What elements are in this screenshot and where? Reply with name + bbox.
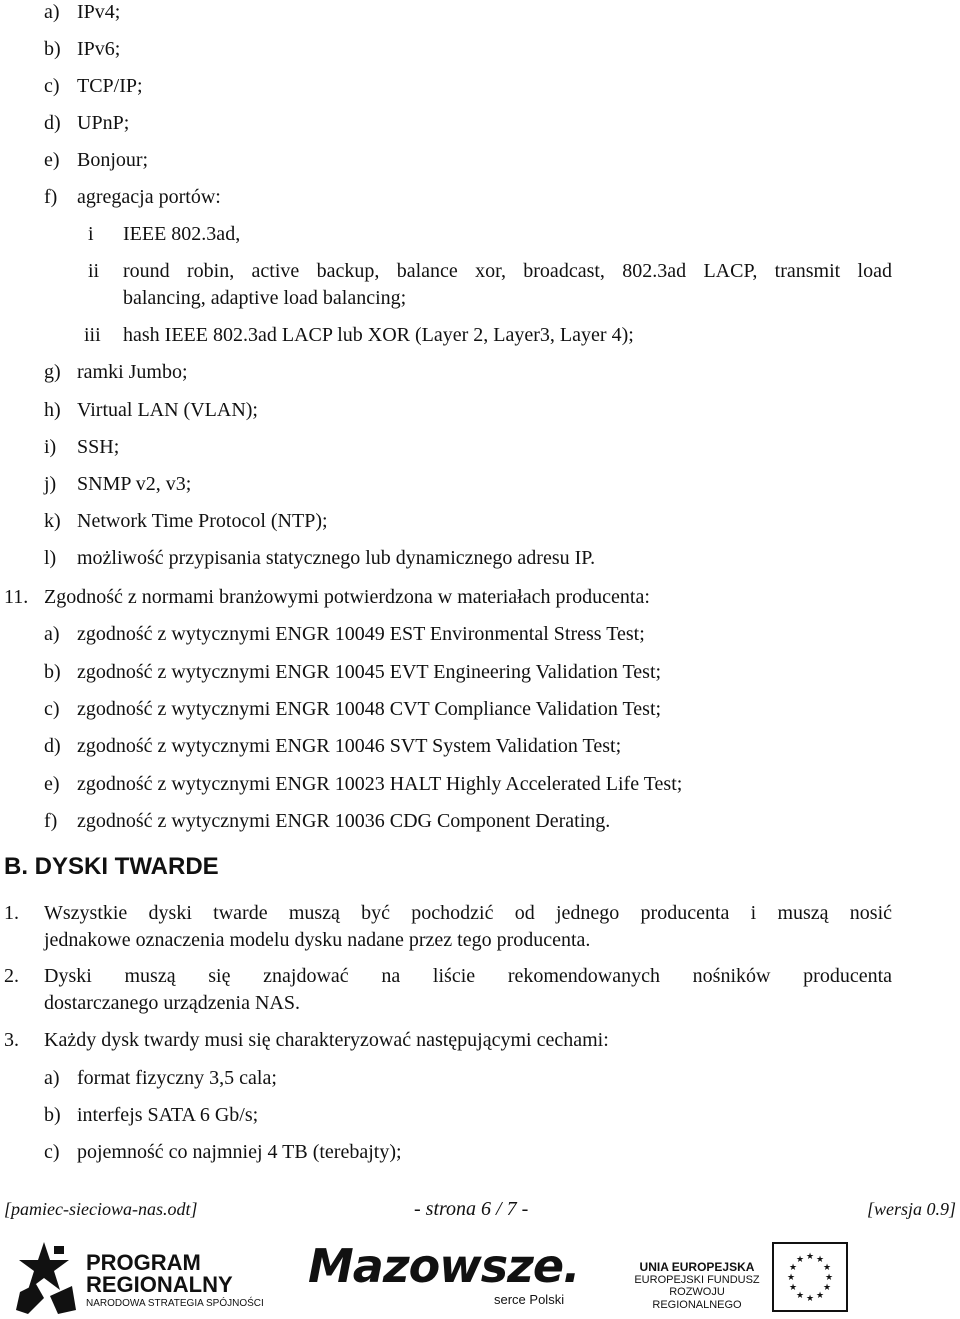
list-text: zgodność z wytycznymi ENGR 10048 CVT Compliance Validation Test;	[77, 698, 662, 720]
list-text: zgodność z wytycznymi ENGR 10049 EST Environmental Stress Test;	[77, 623, 645, 645]
item-text: Dyski muszą się znajdować na liście rekomendowanych nośników producenta	[44, 965, 892, 987]
svg-text:★: ★	[805, 1252, 815, 1262]
list-text: Network Time Protocol (NTP);	[77, 510, 328, 532]
logos-strip	[0, 1232, 960, 1319]
item-number: 11.	[4, 586, 29, 608]
item-number: 2.	[4, 965, 19, 987]
program-line3: NARODOWA STRATEGIA SPÓJNOŚCI	[86, 1298, 264, 1309]
footer-version: [wersja 0.9]	[866, 1199, 956, 1219]
footer-page-number: - strona 6 / 7 -	[414, 1198, 529, 1220]
list-text: pojemność co najmniej 4 TB (terebajty);	[77, 1141, 402, 1163]
list-text: zgodność z wytycznymi ENGR 10023 HALT Highly Accelerated Life Test;	[77, 773, 683, 795]
svg-text:★: ★	[788, 1283, 798, 1293]
list-text: SNMP v2, v3;	[77, 473, 192, 495]
sublist-text: balancing, adaptive load balancing;	[123, 287, 407, 309]
list-text: możliwość przypisania statycznego lub dynamicznego adresu IP.	[77, 547, 596, 569]
list-label: c)	[44, 698, 60, 720]
footer-filename: [pamiec-sieciowa-nas.odt]	[4, 1199, 198, 1219]
program-line1: PROGRAM	[86, 1250, 201, 1275]
list-label: b)	[44, 38, 61, 60]
list-label: a)	[44, 1067, 60, 1089]
eu-line3: ROZWOJU REGIONALNEGO	[652, 1286, 742, 1311]
program-line2: REGIONALNY	[86, 1272, 233, 1297]
item-text: Każdy dysk twardy musi się charakteryzować następującymi cechami:	[44, 1029, 609, 1051]
list-label: f)	[44, 810, 58, 832]
item-text: Wszystkie dyski twarde muszą być pochodzić od jednego producenta i muszą nosić	[44, 902, 892, 924]
sublist-label: iii	[84, 324, 101, 346]
list-label: e)	[44, 773, 60, 795]
program-regionalny-emblem-icon	[14, 1240, 78, 1316]
list-label: a)	[44, 623, 60, 645]
sublist-text: IEEE 802.3ad,	[123, 223, 241, 245]
list-label: i)	[44, 436, 57, 458]
sublist-label: i	[88, 223, 94, 245]
list-text: agregacja portów:	[77, 186, 221, 208]
mazowsze-tagline: serce Polski	[494, 1292, 565, 1307]
list-label: d)	[44, 112, 61, 134]
item-number: 1.	[4, 902, 19, 924]
list-text: Virtual LAN (VLAN);	[77, 399, 258, 421]
svg-text:★: ★	[805, 1294, 815, 1304]
section-heading: B. DYSKI TWARDE	[4, 853, 219, 880]
list-text: IPv6;	[77, 38, 121, 60]
svg-text:★: ★	[795, 1255, 805, 1265]
svg-text:★: ★	[824, 1273, 834, 1283]
sublist-text: hash IEEE 802.3ad LACP lub XOR (Layer 2, Layer3, Layer 4);	[123, 324, 634, 346]
svg-text:★: ★	[786, 1273, 796, 1283]
list-text: zgodność z wytycznymi ENGR 10046 SVT System Validation Test;	[77, 735, 622, 757]
list-label: l)	[44, 547, 57, 569]
list-label: e)	[44, 149, 60, 171]
svg-text:★: ★	[795, 1291, 805, 1301]
item-number: 3.	[4, 1029, 19, 1051]
eu-flag-icon	[772, 1242, 848, 1312]
list-label: a)	[44, 1, 60, 23]
list-label: c)	[44, 75, 60, 97]
svg-text:★: ★	[815, 1291, 825, 1301]
list-text: format fizyczny 3,5 cala;	[77, 1067, 277, 1089]
item-text: Zgodność z normami branżowymi potwierdzona w materiałach producenta:	[44, 586, 650, 608]
sublist-text: round robin, active backup, balance xor, broadcast, 802.3ad LACP, transmit load	[123, 260, 892, 282]
list-text: ramki Jumbo;	[77, 361, 188, 383]
list-label: b)	[44, 1104, 61, 1126]
list-text: UPnP;	[77, 112, 130, 134]
eu-line2: EUROPEJSKI FUNDUSZ	[634, 1274, 760, 1286]
list-text: IPv4;	[77, 1, 121, 23]
list-label: b)	[44, 661, 61, 683]
svg-text:★: ★	[788, 1263, 798, 1273]
mazowsze-logo-text: Mazowsze.	[308, 1239, 580, 1293]
list-text: Bonjour;	[77, 149, 149, 171]
list-text: interfejs SATA 6 Gb/s;	[77, 1104, 259, 1126]
item-text: jednakowe oznaczenia modelu dysku nadane przez tego producenta.	[44, 929, 591, 951]
list-label: d)	[44, 735, 61, 757]
list-label: f)	[44, 186, 58, 208]
eu-line1: UNIA EUROPEJSKA	[639, 1260, 755, 1274]
list-label: h)	[44, 399, 61, 421]
list-text: zgodność z wytycznymi ENGR 10036 CDG Component Derating.	[77, 810, 611, 832]
list-label: j)	[44, 473, 57, 495]
list-text: zgodność z wytycznymi ENGR 10045 EVT Engineering Validation Test;	[77, 661, 662, 683]
list-label: k)	[44, 510, 61, 532]
list-label: c)	[44, 1141, 60, 1163]
list-text: SSH;	[77, 436, 120, 458]
svg-text:★: ★	[815, 1255, 825, 1265]
list-label: g)	[44, 361, 61, 383]
list-text: TCP/IP;	[77, 75, 143, 97]
svg-text:★: ★	[822, 1283, 832, 1293]
svg-text:★: ★	[822, 1263, 832, 1273]
item-text: dostarczanego urządzenia NAS.	[44, 992, 300, 1014]
sublist-label: ii	[88, 260, 100, 282]
